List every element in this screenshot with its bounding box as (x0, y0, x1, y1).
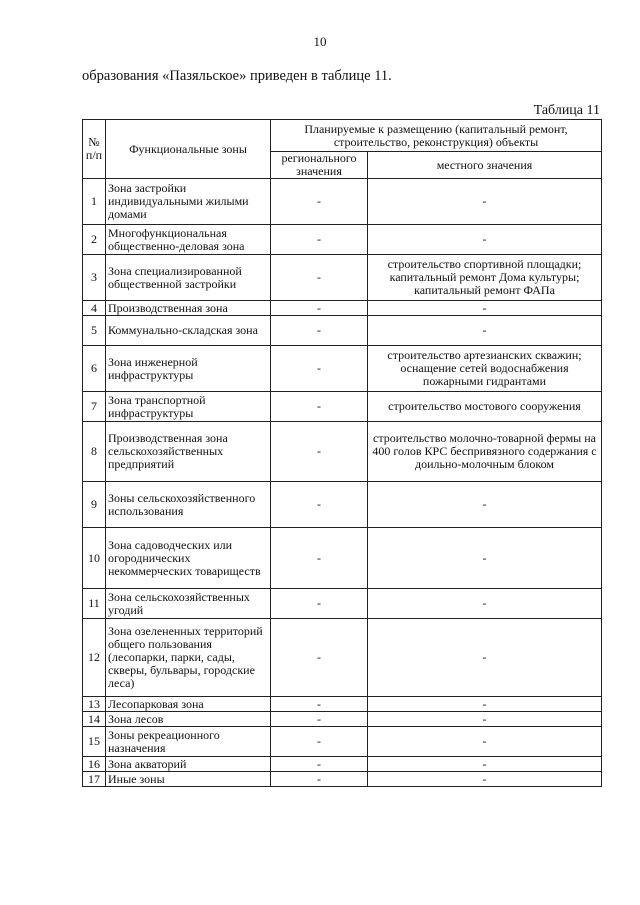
row-num: 2 (83, 225, 106, 255)
table-row (83, 757, 602, 772)
page-number: 10 (313, 34, 327, 49)
row-local: строительство мостового сооружения (368, 392, 602, 422)
table-row (83, 712, 602, 727)
row-regional: - (271, 772, 368, 787)
header-zone: Функциональные зоны (106, 120, 271, 179)
table-row (83, 589, 602, 619)
row-zone: Зона озелененных территорий общего пользования (лесопарки, парки, сады, скверы, бульвары, городские леса) (106, 619, 271, 697)
row-zone: Зона акваторий (106, 757, 271, 772)
table-row (83, 482, 602, 528)
zones-table (82, 119, 602, 787)
row-local: - (368, 772, 602, 787)
row-local: строительство спортивной площадки; капитальный ремонт Дома культуры; капитальный ремонт ФАПа (368, 255, 602, 301)
table-row (83, 727, 602, 757)
row-local: - (368, 179, 602, 225)
row-local: - (368, 316, 602, 346)
row-num: 4 (83, 301, 106, 316)
row-zone: Зона специализированной общественной застройки (106, 255, 271, 301)
row-num: 15 (83, 727, 106, 757)
row-regional: - (271, 255, 368, 301)
row-zone: Зона лесов (106, 712, 271, 727)
header-regional: регионального значения (271, 152, 368, 179)
row-zone: Производственная зона сельскохозяйственных предприятий (106, 422, 271, 482)
row-regional: - (271, 712, 368, 727)
intro-text: образования «Пазяльское» приведен в таблице 11. (82, 68, 392, 84)
row-regional: - (271, 619, 368, 697)
table-row (83, 528, 602, 589)
row-local: - (368, 225, 602, 255)
row-zone: Иные зоны (106, 772, 271, 787)
row-local: - (368, 482, 602, 528)
row-regional: - (271, 179, 368, 225)
table-header-row (83, 120, 602, 152)
table-row (83, 179, 602, 225)
row-regional: - (271, 422, 368, 482)
row-local: строительство молочно-товарной фермы на 400 голов КРС беспривязного содержания с доильно-молочным блоком (368, 422, 602, 482)
row-local: - (368, 712, 602, 727)
row-regional: - (271, 697, 368, 712)
table-caption: Таблица 11 (533, 103, 600, 118)
row-local: - (368, 301, 602, 316)
row-num: 6 (83, 346, 106, 392)
table-row (83, 422, 602, 482)
row-zone: Лесопарковая зона (106, 697, 271, 712)
table-row (83, 255, 602, 301)
header-local: местного значения (368, 152, 602, 179)
row-regional: - (271, 301, 368, 316)
row-zone: Зона застройки индивидуальными жилыми домами (106, 179, 271, 225)
row-zone: Многофункциональная общественно-деловая зона (106, 225, 271, 255)
row-num: 13 (83, 697, 106, 712)
row-num: 7 (83, 392, 106, 422)
row-local: - (368, 528, 602, 589)
row-num: 14 (83, 712, 106, 727)
row-regional: - (271, 589, 368, 619)
table-row (83, 392, 602, 422)
row-local: - (368, 727, 602, 757)
row-local: строительство артезианских скважин; оснащение сетей водоснабжения пожарными гидрантами (368, 346, 602, 392)
row-num: 5 (83, 316, 106, 346)
row-regional: - (271, 528, 368, 589)
row-num: 8 (83, 422, 106, 482)
row-regional: - (271, 225, 368, 255)
table-row (83, 301, 602, 316)
row-local: - (368, 589, 602, 619)
row-num: 10 (83, 528, 106, 589)
row-regional: - (271, 392, 368, 422)
row-local: - (368, 697, 602, 712)
row-regional: - (271, 482, 368, 528)
row-zone: Зоны рекреационного назначения (106, 727, 271, 757)
row-regional: - (271, 346, 368, 392)
row-zone: Производственная зона (106, 301, 271, 316)
header-planned: Планируемые к размещению (капитальный ремонт, строительство, реконструкция) объекты (271, 120, 602, 152)
table-row (83, 225, 602, 255)
row-local: - (368, 619, 602, 697)
row-zone: Зона сельскохозяйственных угодий (106, 589, 271, 619)
row-zone: Зона транспортной инфраструктуры (106, 392, 271, 422)
row-num: 12 (83, 619, 106, 697)
row-num: 16 (83, 757, 106, 772)
table-row (83, 346, 602, 392)
table-row (83, 619, 602, 697)
row-regional: - (271, 316, 368, 346)
row-regional: - (271, 757, 368, 772)
header-num: № п/п (83, 120, 106, 179)
row-num: 11 (83, 589, 106, 619)
row-num: 17 (83, 772, 106, 787)
row-regional: - (271, 727, 368, 757)
row-num: 1 (83, 179, 106, 225)
row-num: 9 (83, 482, 106, 528)
row-local: - (368, 757, 602, 772)
row-zone: Зоны сельскохозяйственного использования (106, 482, 271, 528)
table-row (83, 316, 602, 346)
row-zone: Зона инженерной инфраструктуры (106, 346, 271, 392)
table-row (83, 697, 602, 712)
table-body (83, 179, 602, 787)
row-zone: Зона садоводческих или огороднических некоммерческих товариществ (106, 528, 271, 589)
row-num: 3 (83, 255, 106, 301)
row-zone: Коммунально-складская зона (106, 316, 271, 346)
table-row (83, 772, 602, 787)
